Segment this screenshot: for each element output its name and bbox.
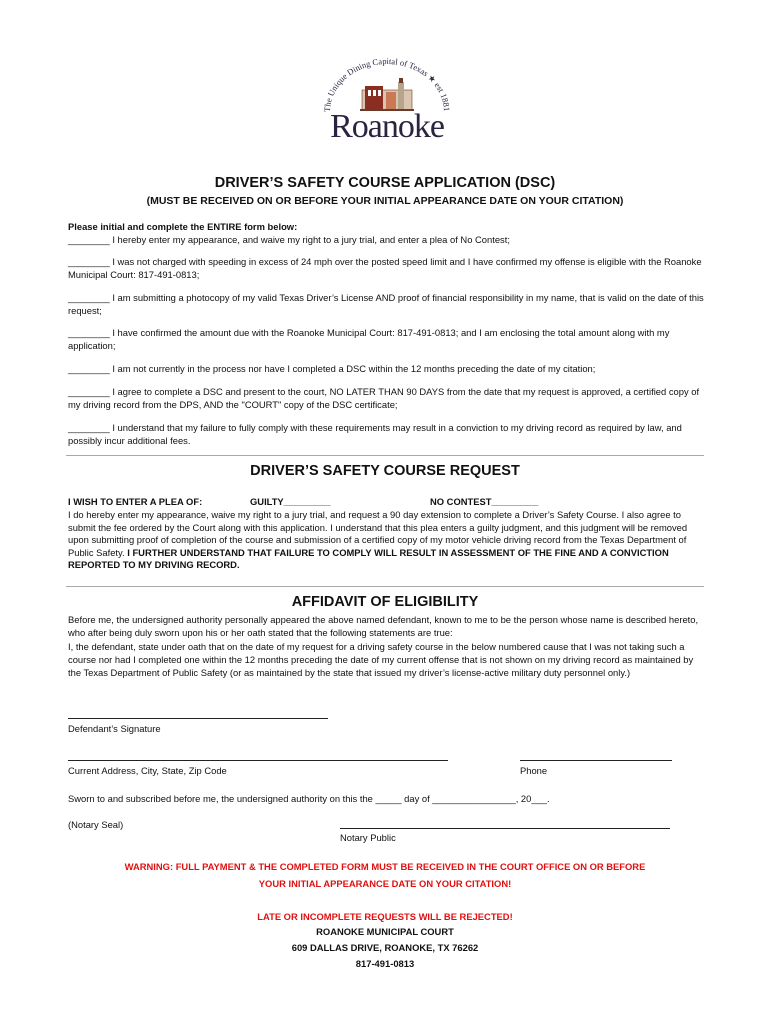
section-divider bbox=[66, 586, 704, 587]
defendant-signature-label: Defendant’s Signature bbox=[68, 723, 161, 734]
notary-seal-label: (Notary Seal) bbox=[68, 819, 124, 830]
initial-item-2: ________ I was not charged with speeding in excess of 24 mph over the posted speed limit and I have confirmed my offense is eligible with the Roanoke Municipal Court: 817-491-0813; bbox=[68, 256, 702, 280]
roanoke-logo bbox=[312, 52, 462, 152]
affidavit-para-2: I, the defendant, state under oath that on the date of my request for a driving safety course in the below numbered cause that I was not taking such a course nor had I completed one within the 12 months preceding the date of my current offense that is not shown on my driving record as maintained by the Texas Department of Public Safety (or as maintained by the state that issued my driver’s license-active military duty personnel only.) bbox=[68, 641, 694, 679]
phone-line[interactable] bbox=[520, 760, 672, 761]
instructions-heading: Please initial and complete the ENTIRE form below: bbox=[68, 221, 298, 232]
logo-wordmark: Roanoke bbox=[330, 108, 444, 145]
plea-label: I WISH TO ENTER A PLEA OF: bbox=[68, 496, 203, 507]
initial-item-1: ________ I hereby enter my appearance, and waive my right to a jury trial, and enter a plea of No Contest; bbox=[68, 234, 510, 245]
initial-item-3: ________ I am submitting a photocopy of my valid Texas Driver’s License AND proof of financial responsibility in my name, that is valid on the date of this request; bbox=[68, 292, 704, 316]
affidavit-heading: AFFIDAVIT OF ELIGIBILITY bbox=[291, 594, 479, 610]
court-address: 609 DALLAS DRIVE, ROANOKE, TX 76262 bbox=[291, 942, 479, 953]
request-body bbox=[68, 509, 704, 572]
warning-line-1: WARNING: FULL PAYMENT & THE COMPLETED FORM MUST BE RECEIVED IN THE COURT OFFICE ON OR BEFORE bbox=[124, 861, 646, 872]
court-phone: 817-491-0813 bbox=[355, 958, 415, 969]
section-divider bbox=[66, 455, 704, 456]
rejected-warning: LATE OR INCOMPLETE REQUESTS WILL BE REJECTED! bbox=[257, 911, 513, 922]
no-contest-option: NO CONTEST_________ bbox=[430, 496, 539, 507]
notary-signature-line[interactable] bbox=[340, 828, 670, 829]
document-title: DRIVER’S SAFETY COURSE APPLICATION (DSC) bbox=[214, 175, 556, 191]
request-body-bold: I FURTHER UNDERSTAND THAT FAILURE TO COMPLY WILL RESULT IN ASSESSMENT OF THE FINE AND A CONVICTION REPORTED TO MY DRIVING RECORD. bbox=[68, 546, 669, 571]
warning-line-2: YOUR INITIAL APPEARANCE DATE ON YOUR CITATION! bbox=[258, 878, 512, 889]
sworn-statement: Sworn to and subscribed before me, the undersigned authority on this the _____ day of ________________, 20___. bbox=[68, 793, 550, 804]
request-heading: DRIVER’S SAFETY COURSE REQUEST bbox=[250, 463, 520, 479]
initial-item-7: ________ I understand that my failure to fully comply with these requirements may result in a conviction to my driving record as required by law, and possibly incur additional fees. bbox=[68, 422, 682, 446]
affidavit-para-1: Before me, the undersigned authority personally appeared the above named defendant, known to me to be the person whose name is described hereto, who after being duly sworn upon his or her oath stated that the following statements are true: bbox=[68, 614, 699, 639]
initial-item-5: ________ I am not currently in the process nor have I completed a DSC within the 12 months preceding the date of my citation; bbox=[68, 363, 596, 374]
document-subtitle: (MUST BE RECEIVED ON OR BEFORE YOUR INITIAL APPEARANCE DATE ON YOUR CITATION) bbox=[146, 195, 624, 207]
initial-item-4: ________ I have confirmed the amount due with the Roanoke Municipal Court: 817-491-0813; and I am enclosing the total amount along with my application; bbox=[68, 327, 670, 351]
request-body-text: I do hereby enter my appearance, waive my right to a jury trial, and request a 90 day extension to complete a Driver’s Safety Course. I also agree to submit the fee ordered by the Court along with this application. I understand that this plea enters a guilty judgment, and this judgment will be removed upon submitting proof of completion of the course and submission of a certified copy of my motor vehicle driving record from the Texas Department of Public Safety. bbox=[68, 509, 688, 558]
address-label: Current Address, City, State, Zip Code bbox=[68, 765, 227, 776]
phone-label: Phone bbox=[520, 765, 548, 776]
logo-arc-text: The Unique Dining Capital of Texas ★ est 1881 bbox=[321, 55, 453, 113]
court-name: ROANOKE MUNICIPAL COURT bbox=[316, 926, 454, 937]
address-line[interactable] bbox=[68, 760, 448, 761]
initial-item-6: ________ I agree to complete a DSC and present to the court, NO LATER THAN 90 DAYS from the date that my request is approved, a certified copy of my driving record from the DPS, AND the "COURT" copy of the DSC certificate; bbox=[68, 386, 700, 410]
notary-public-label: Notary Public bbox=[340, 832, 396, 843]
defendant-signature-line[interactable] bbox=[68, 718, 328, 719]
guilty-option: GUILTY_________ bbox=[250, 496, 331, 507]
